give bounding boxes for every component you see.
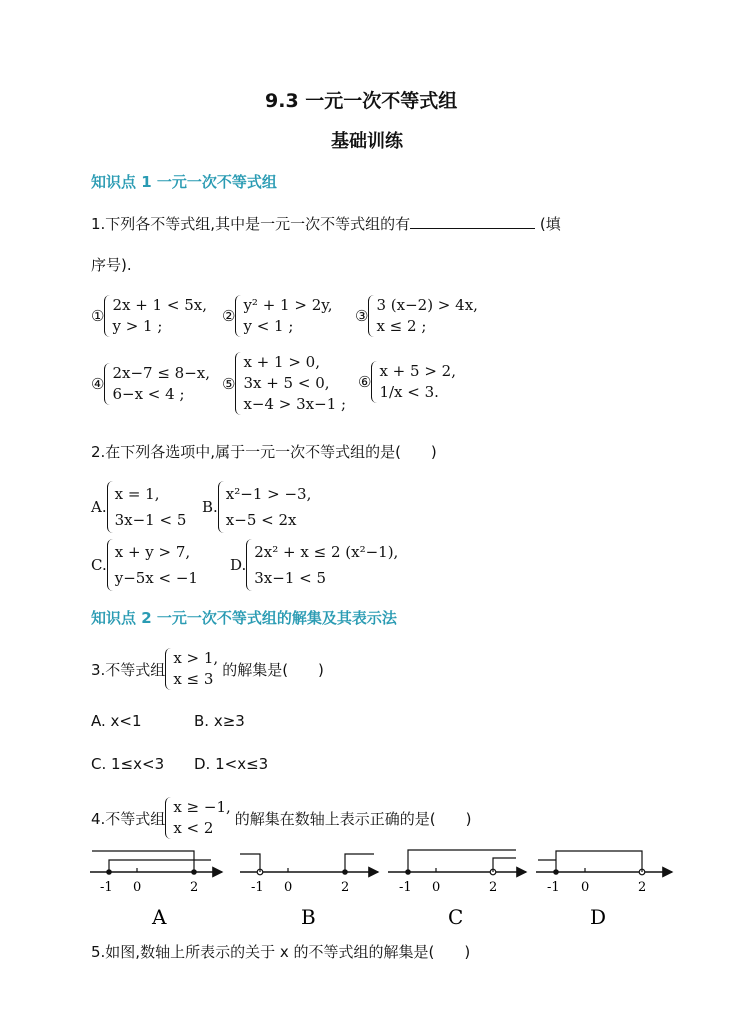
q1-item-3-num: ③ bbox=[355, 307, 369, 325]
q4-suffix: 的解集在数轴上表示正确的是( ) bbox=[234, 809, 472, 828]
brace bbox=[107, 481, 113, 533]
q1-item-1-line-2: y > 1 ; bbox=[112, 317, 163, 335]
brace bbox=[235, 352, 241, 415]
brace bbox=[246, 539, 252, 591]
q1-item-5-line-2: 3x + 5 < 0, bbox=[243, 374, 330, 392]
tick-label: 0 bbox=[432, 880, 441, 895]
q3-option-c[interactable]: C. 1≤x<3 bbox=[91, 755, 165, 773]
q5-text: 5.如图,数轴上所表示的关于 x 的不等式组的解集是( ) bbox=[91, 943, 471, 961]
q1-item-1-line-1: 2x + 1 < 5x, bbox=[112, 296, 207, 314]
q3-option-b[interactable]: B. x≥3 bbox=[194, 712, 245, 730]
q1-item-2 bbox=[222, 295, 333, 337]
number-line-a[interactable] bbox=[90, 851, 222, 929]
brace bbox=[104, 363, 110, 405]
number-line-c[interactable] bbox=[388, 850, 526, 929]
tick-label: 2 bbox=[190, 880, 199, 895]
q1-item-6 bbox=[358, 361, 456, 403]
knowledge-point-2: 知识点 2 一元一次不等式组的解集及其表示法 bbox=[91, 609, 397, 627]
brace bbox=[235, 295, 241, 337]
q1-item-5-line-3: x−4 > 3x−1 ; bbox=[243, 395, 347, 413]
q2-option-c[interactable] bbox=[91, 539, 198, 591]
q2-option-b[interactable] bbox=[202, 481, 311, 533]
figure-label-c: C bbox=[448, 905, 464, 929]
q2-option-a-line-2: 3x−1 < 5 bbox=[114, 511, 187, 529]
q1-item-3-line-1: 3 (x−2) > 4x, bbox=[376, 296, 478, 314]
q1-item-4 bbox=[91, 363, 210, 405]
q2-option-c-label: C. bbox=[91, 556, 107, 574]
q2-option-d-line-2: 3x−1 < 5 bbox=[254, 569, 327, 587]
brace bbox=[107, 539, 113, 591]
q3-line-2: x ≤ 3 bbox=[173, 670, 214, 688]
tick-label: 2 bbox=[489, 880, 498, 895]
tick-label: 0 bbox=[133, 880, 142, 895]
q1-item-4-num: ④ bbox=[91, 375, 105, 393]
q1-item-2-line-1: y² + 1 > 2y, bbox=[243, 296, 333, 314]
brace bbox=[371, 361, 377, 403]
q2-option-b-line-2: x−5 < 2x bbox=[225, 511, 297, 529]
q4-line-1: x ≥ −1, bbox=[173, 798, 231, 816]
q2-option-d[interactable] bbox=[230, 539, 398, 591]
q2-option-b-line-1: x²−1 > −3, bbox=[225, 485, 312, 503]
q1-item-6-line-2: 1/x < 3. bbox=[379, 383, 439, 401]
number-line-b[interactable] bbox=[240, 854, 378, 929]
q1-item-1 bbox=[91, 295, 207, 337]
brace bbox=[165, 797, 171, 839]
q1-text-b: (填 bbox=[539, 215, 561, 233]
brace bbox=[218, 481, 224, 533]
figure-label-b: B bbox=[301, 905, 316, 929]
q2-option-d-line-1: 2x² + x ≤ 2 (x²−1), bbox=[254, 543, 399, 561]
q1-text-a: 1.下列各不等式组,其中是一元一次不等式组的有 bbox=[91, 215, 411, 233]
q1-item-5-num: ⑤ bbox=[222, 374, 236, 393]
q1-item-1-num: ① bbox=[91, 307, 105, 325]
q3-stem bbox=[91, 648, 324, 690]
q3-suffix: 的解集是( ) bbox=[222, 660, 324, 679]
tick-label: -1 bbox=[251, 880, 264, 895]
figure-label-d: D bbox=[590, 905, 607, 929]
q3-line-1: x > 1, bbox=[173, 649, 219, 667]
q1-text bbox=[91, 213, 561, 234]
q2-option-c-line-2: y−5x < −1 bbox=[114, 569, 198, 587]
page-title: 9.3 一元一次不等式组 bbox=[265, 90, 458, 112]
q2-option-b-label: B. bbox=[202, 498, 218, 516]
q4-stem bbox=[91, 797, 471, 839]
q1-item-3 bbox=[355, 295, 478, 337]
q2-option-a[interactable] bbox=[91, 481, 186, 533]
q2-text: 2.在下列各选项中,属于一元一次不等式组的是( ) bbox=[91, 443, 437, 461]
q3-option-d[interactable]: D. 1<x≤3 bbox=[194, 755, 269, 773]
q2-option-a-label: A. bbox=[91, 498, 107, 516]
q4-prefix: 4.不等式组 bbox=[91, 809, 166, 828]
q1-item-2-line-2: y < 1 ; bbox=[243, 317, 294, 335]
q1-item-3-line-2: x ≤ 2 ; bbox=[376, 317, 427, 335]
tick-label: -1 bbox=[399, 880, 412, 895]
q2-option-a-line-1: x = 1, bbox=[114, 485, 160, 503]
tick-label: 0 bbox=[284, 880, 293, 895]
q3-prefix: 3.不等式组 bbox=[91, 660, 166, 679]
q1-item-2-num: ② bbox=[222, 307, 236, 325]
tick-label: 0 bbox=[581, 880, 590, 895]
number-line-d[interactable] bbox=[536, 851, 672, 929]
q1-item-4-line-2: 6−x < 4 ; bbox=[112, 385, 185, 403]
q2-option-d-label: D. bbox=[230, 556, 247, 574]
q4-line-2: x < 2 bbox=[173, 819, 214, 837]
q2-option-c-line-1: x + y > 7, bbox=[114, 543, 191, 561]
brace bbox=[165, 648, 171, 690]
q1-item-5 bbox=[222, 352, 346, 415]
q1-item-6-num: ⑥ bbox=[358, 373, 372, 391]
q4-number-lines-figure bbox=[80, 842, 680, 934]
q1-item-5-line-1: x + 1 > 0, bbox=[243, 353, 320, 371]
q1-item-6-line-1: x + 5 > 2, bbox=[379, 362, 456, 380]
q1-item-4-line-1: 2x−7 ≤ 8−x, bbox=[112, 364, 211, 382]
q3-option-a[interactable]: A. x<1 bbox=[91, 712, 142, 730]
page-subtitle: 基础训练 bbox=[331, 131, 403, 152]
tick-label: -1 bbox=[547, 880, 560, 895]
tick-label: 2 bbox=[638, 880, 647, 895]
tick-label: -1 bbox=[100, 880, 113, 895]
q1-text-c: 序号). bbox=[91, 256, 132, 274]
figure-label-a: A bbox=[152, 905, 167, 929]
q1-answer-blank[interactable] bbox=[410, 214, 535, 229]
brace bbox=[104, 295, 110, 337]
brace bbox=[368, 295, 374, 337]
tick-label: 2 bbox=[341, 880, 350, 895]
knowledge-point-1: 知识点 1 一元一次不等式组 bbox=[91, 173, 277, 191]
